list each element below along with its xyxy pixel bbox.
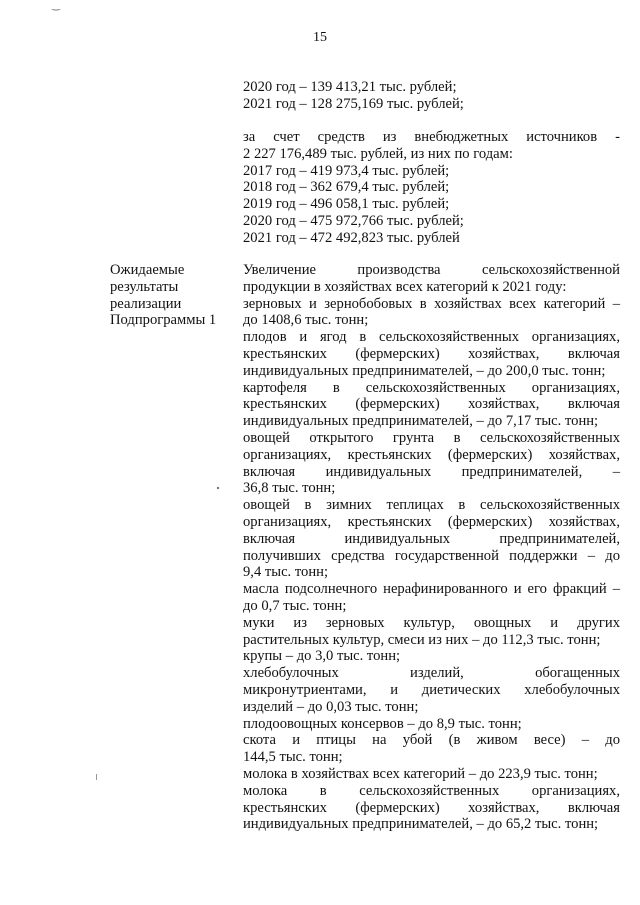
finance-line: 2020 год – 475 972,766 тыс. рублей; [243,212,464,229]
result-line: индивидуальных предпринимателей, – до 65,2 тыс. тонн; [243,816,599,833]
result-line: крестьянских (фермерских) хозяйствах, включая [243,799,620,816]
result-line: включая индивидуальных предпринимателей, – [243,463,620,480]
result-line: до 1408,6 тыс. тонн; [243,312,369,329]
expected-results-label [110,262,230,329]
result-line: зерновых и зернобобовых в хозяйствах всех категорий – [243,295,620,312]
result-line: скота и птицы на убой (в живом весе) – до [243,732,620,749]
result-line: муки из зерновых культур, овощных и других [243,614,620,631]
result-line: получивших средства государственной поддержки – до [243,547,620,564]
extrabudgetary-financing [243,129,620,247]
result-line: изделий – до 0,03 тыс. тонн; [243,698,419,715]
word: счет [273,129,300,145]
finance-line: 2 227 176,489 тыс. рублей, из них по годам: [243,145,513,162]
result-line: крестьянских (фермерских) хозяйствах, включая [243,396,620,413]
result-line: масла подсолнечного нерафинированного и его фракций – [243,581,620,598]
finance-line: 2017 год – 419 973,4 тыс. рублей; [243,162,450,179]
scan-artifact [217,487,219,489]
finance-line: 2020 год – 139 413,21 тыс. рублей; [243,79,457,95]
finance-line: 2018 год – 362 679,4 тыс. рублей; [243,179,450,196]
result-line: продукции в хозяйствах всех категорий к 2021 году: [243,278,567,295]
result-line: Увеличение производства сельскохозяйственной [243,262,620,278]
word: внебюджетных [414,129,509,145]
label-line: Ожидаемые [110,262,185,278]
finance-line: 2019 год – 496 058,1 тыс. рублей; [243,196,450,213]
result-line: организациях, крестьянских (фермерских) хозяйствах, [243,513,620,530]
result-line: овощей в зимних теплицах в сельскохозяйственных [243,497,620,514]
scan-artifact [96,774,97,780]
word: средств [317,129,365,145]
result-line: до 0,7 тыс. тонн; [243,597,347,614]
result-line: микронутриентами, и диетических хлебобулочных [243,681,620,698]
result-line: молока в хозяйствах всех категорий – до 223,9 тыс. тонн; [243,765,598,782]
word: за [243,129,256,145]
result-line: плодов и ягод в сельскохозяйственных организациях, [243,329,620,346]
result-line: хлебобулочных изделий, обогащенных [243,665,620,682]
label-line: Подпрограммы 1 [110,312,217,329]
result-line: растительных культур, смеси из них – до 112,3 тыс. тонн; [243,631,601,648]
result-line: 144,5 тыс. тонн; [243,749,343,766]
word: из [382,129,397,145]
word: - [615,129,620,145]
result-line: картофеля в сельскохозяйственных организациях, [243,379,620,396]
result-line: молока в сельскохозяйственных организациях, [243,782,620,799]
result-line: включая индивидуальных предпринимателей, [243,530,620,547]
result-line: 36,8 тыс. тонн; [243,480,336,497]
label-line: реализации [110,295,182,312]
result-line: плодоовощных консервов – до 8,9 тыс. тонн; [243,715,522,732]
scan-artifact: ‿ [52,0,61,11]
result-line: 9,4 тыс. тонн; [243,564,329,581]
result-line: крестьянских (фермерских) хозяйствах, включая [243,345,620,362]
word: источников [526,129,598,145]
finance-years-continued [243,79,623,113]
result-line: индивидуальных предпринимателей, – до 7,17 тыс. тонн; [243,413,599,430]
finance-extra-heading [243,129,620,146]
result-line: индивидуальных предпринимателей, – до 200,0 тыс. тонн; [243,362,606,379]
page-number: 15 [313,30,327,45]
result-line: овощей открытого грунта в сельскохозяйственных [243,429,620,446]
result-line: крупы – до 3,0 тыс. тонн; [243,648,401,665]
label-line: результаты [110,278,179,295]
finance-line: 2021 год – 128 275,169 тыс. рублей; [243,95,464,112]
expected-results-text [243,262,620,833]
finance-line: 2021 год – 472 492,823 тыс. рублей [243,229,460,246]
result-line: организациях, крестьянских (фермерских) хозяйствах, [243,446,620,463]
